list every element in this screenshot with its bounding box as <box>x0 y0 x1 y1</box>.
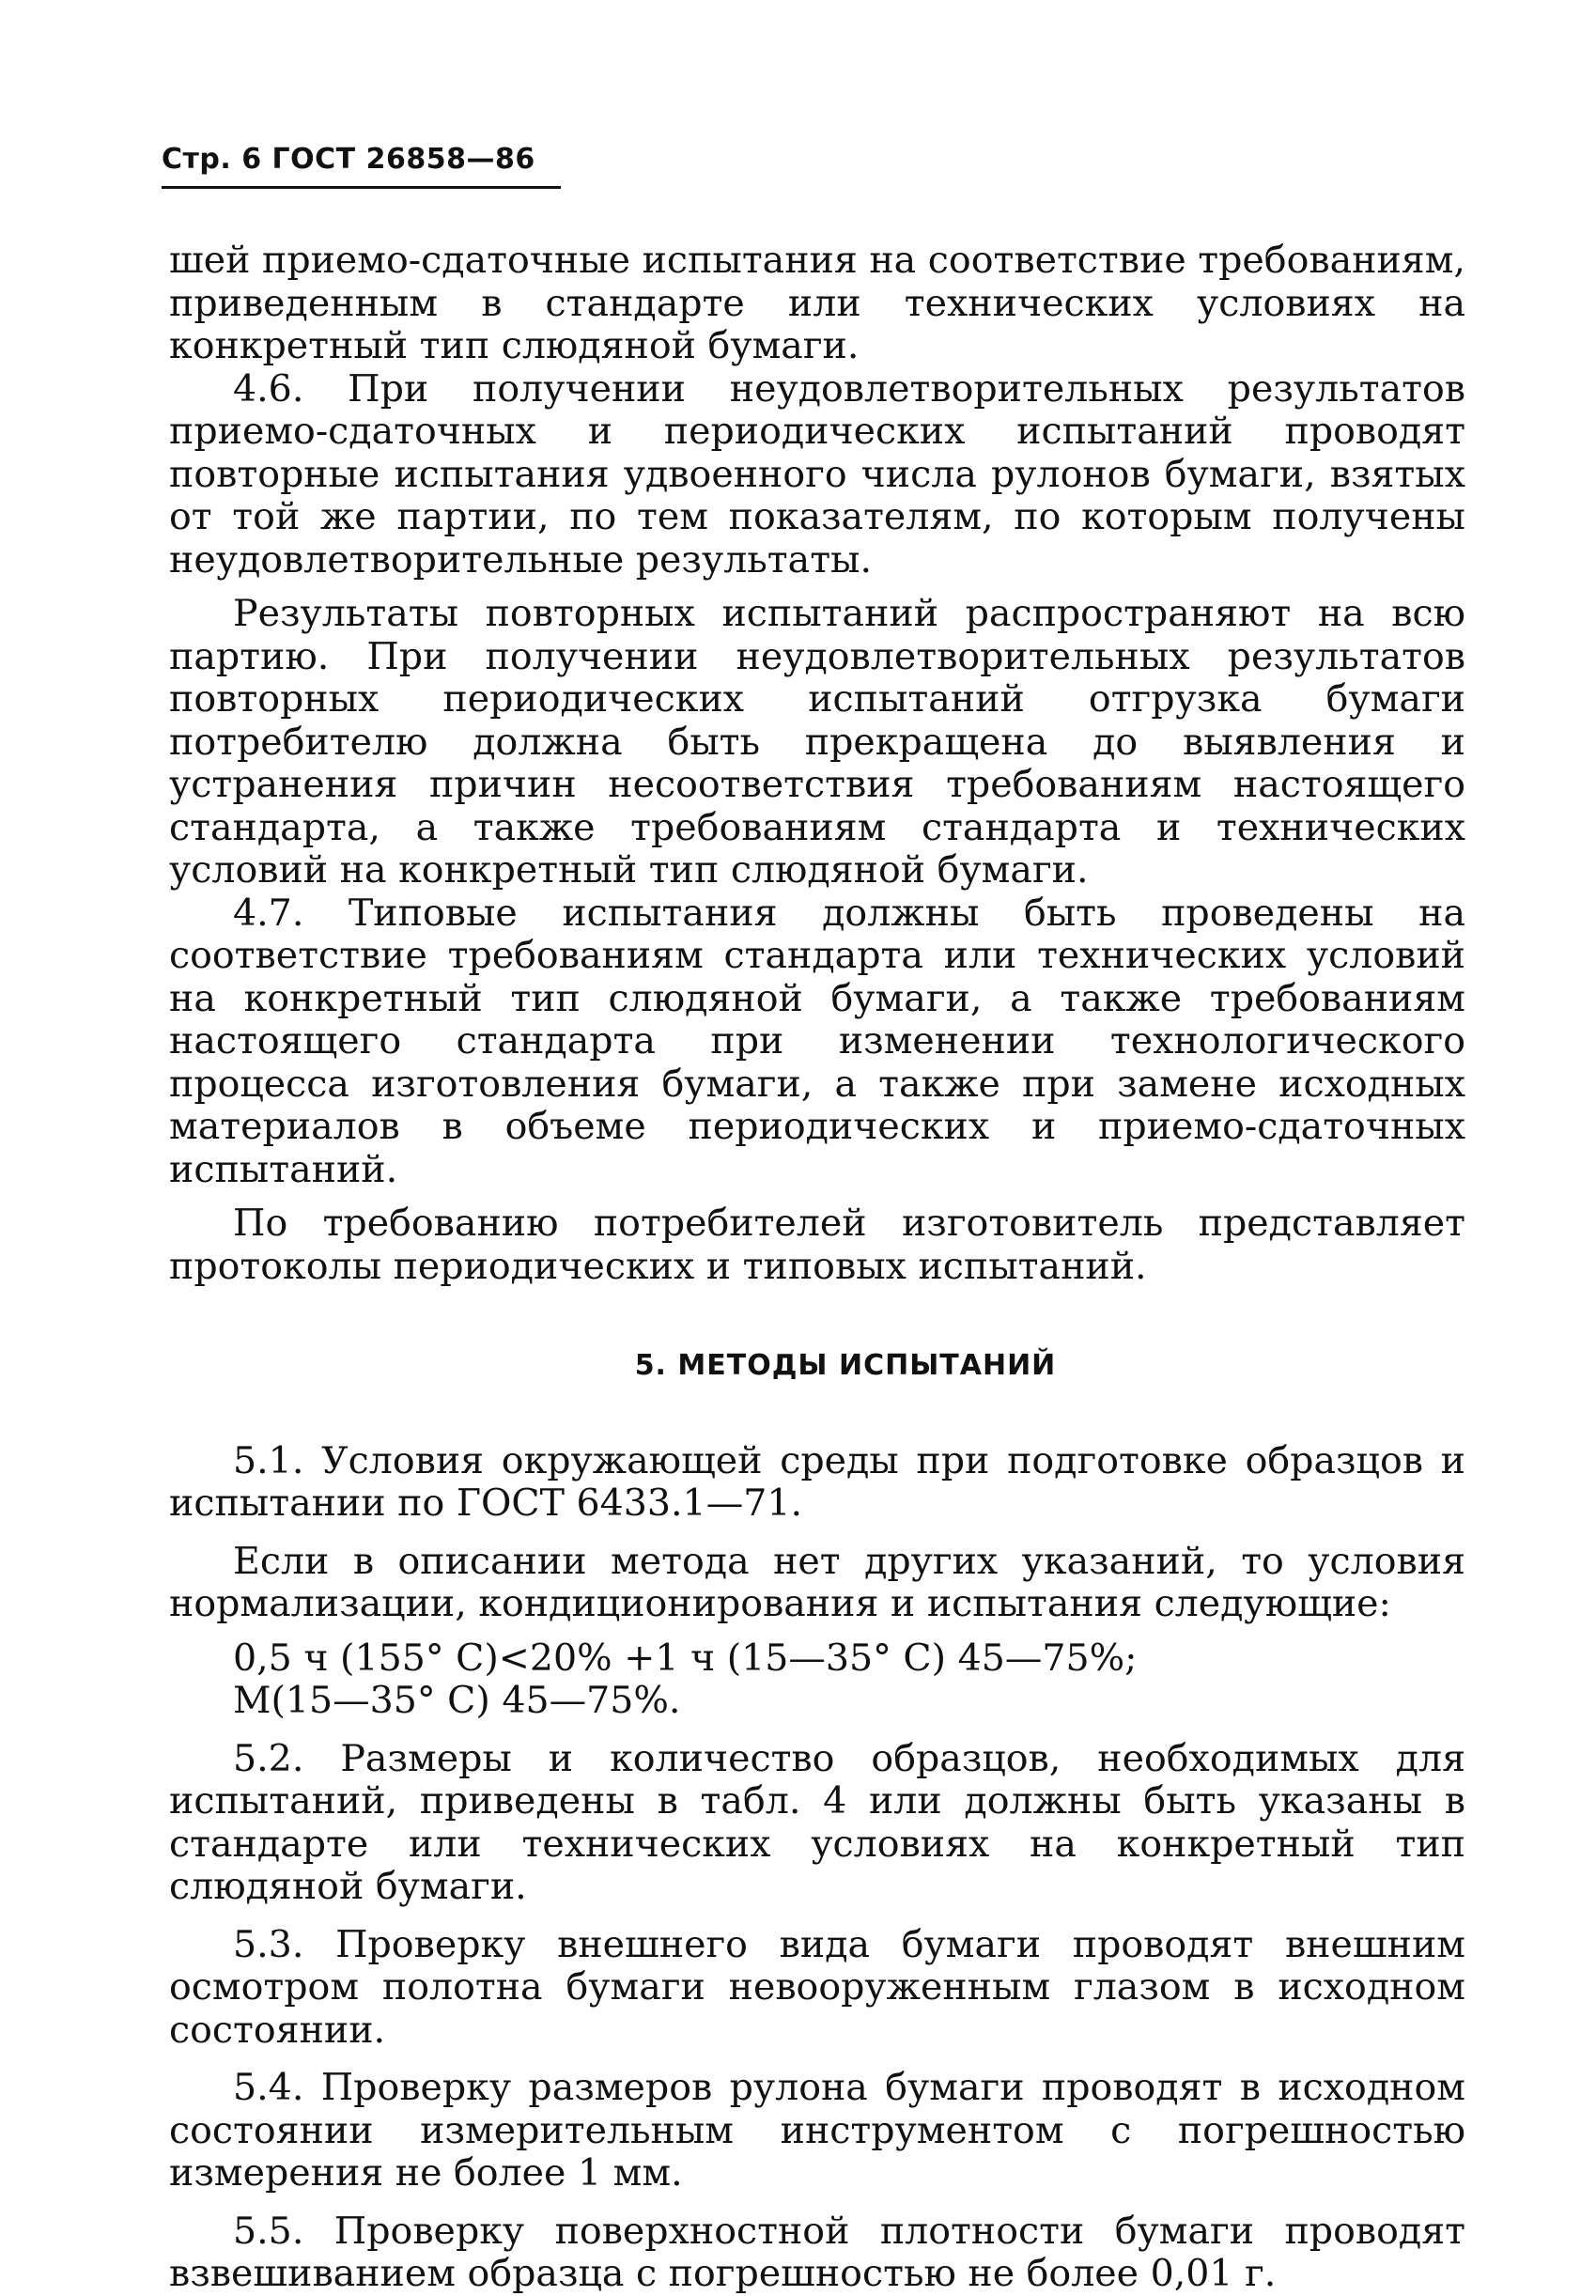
body-text <box>169 240 1465 2296</box>
header-rule <box>162 186 561 189</box>
paragraph-5-3: 5.3. Проверку внешнего вида бумаги проводят внешним осмотром полотна бумаги невооруженным глазом в исходном состоянии. <box>169 1922 1465 2052</box>
paragraph-5-5: 5.5. Проверку поверхностной плотности бумаги проводят взвешиванием образца с погрешностью не более 0,01 г. <box>169 2209 1465 2295</box>
page-header: Стр. 6 ГОСТ 26858—86 <box>162 143 535 176</box>
paragraph-continuation: шей приемо-сдаточные испытания на соответствие требованиям, приведенным в стандарте или технических условиях на конкретный тип слюдяной бумаги. <box>169 239 1465 367</box>
paragraph-5-1-conditions: Если в описании метода нет других указаний, то условия нормализации, кондиционирования и испытания следующие: <box>169 1539 1465 1625</box>
paragraph-5-4: 5.4. Проверку размеров рулона бумаги проводят в исходном состоянии измерительным инструментом с погрешностью измерения не более 1 мм. <box>169 2066 1465 2195</box>
formula-conditions-1: 0,5 ч (155° С)<20% +1 ч (15—35° С) 45—75%; <box>233 1636 1138 1680</box>
paragraph-5-1: 5.1. Условия окружающей среды при подготовке образцов и испытании по ГОСТ 6433.1—71. <box>169 1438 1465 1525</box>
paragraph-protocols: По требованию потребителей изготовитель представляет протоколы периодических и типовых испытаний. <box>169 1202 1465 1288</box>
paragraph-4-6: 4.6. При получении неудовлетворительных результатов приемо-сдаточных и периодических испытаний проводят повторные испытания удвоенного числа рулонов бумаги, взятых от той же партии, по тем показателям, по которым получены неудовлетворительные результаты. <box>169 366 1465 582</box>
paragraph-4-6-repeat: Результаты повторных испытаний распространяют на всю партию. При получении неудовлетворительных результатов повторных периодических испытаний отгрузка бумаги потребителю должна быть прекращена до выявления и устранения причин несоответствия требованиям настоящего стандарта, а также требованиям стандарта и технических условий на конкретный тип слюдяной бумаги. <box>169 592 1465 892</box>
paragraph-5-2: 5.2. Размеры и количество образцов, необходимых для испытаний, приведены в табл. 4 или должны быть указаны в стандарте или технических условиях на конкретный тип слюдяной бумаги. <box>169 1736 1465 1908</box>
section-5-title: 5. МЕТОДЫ ИСПЫТАНИЙ <box>634 1349 1057 1382</box>
paragraph-4-7: 4.7. Типовые испытания должны быть проведены на соответствие требованиям стандарта или технических условий на конкретный тип слюдяной бумаги, а также требованиям настоящего стандарта при изменении технологического процесса изготовления бумаги, а также при замене исходных материалов в объеме периодических и приемо-сдаточных испытаний. <box>169 891 1465 1191</box>
formula-conditions-2: М(15—35° С) 45—75%. <box>233 1679 681 1722</box>
